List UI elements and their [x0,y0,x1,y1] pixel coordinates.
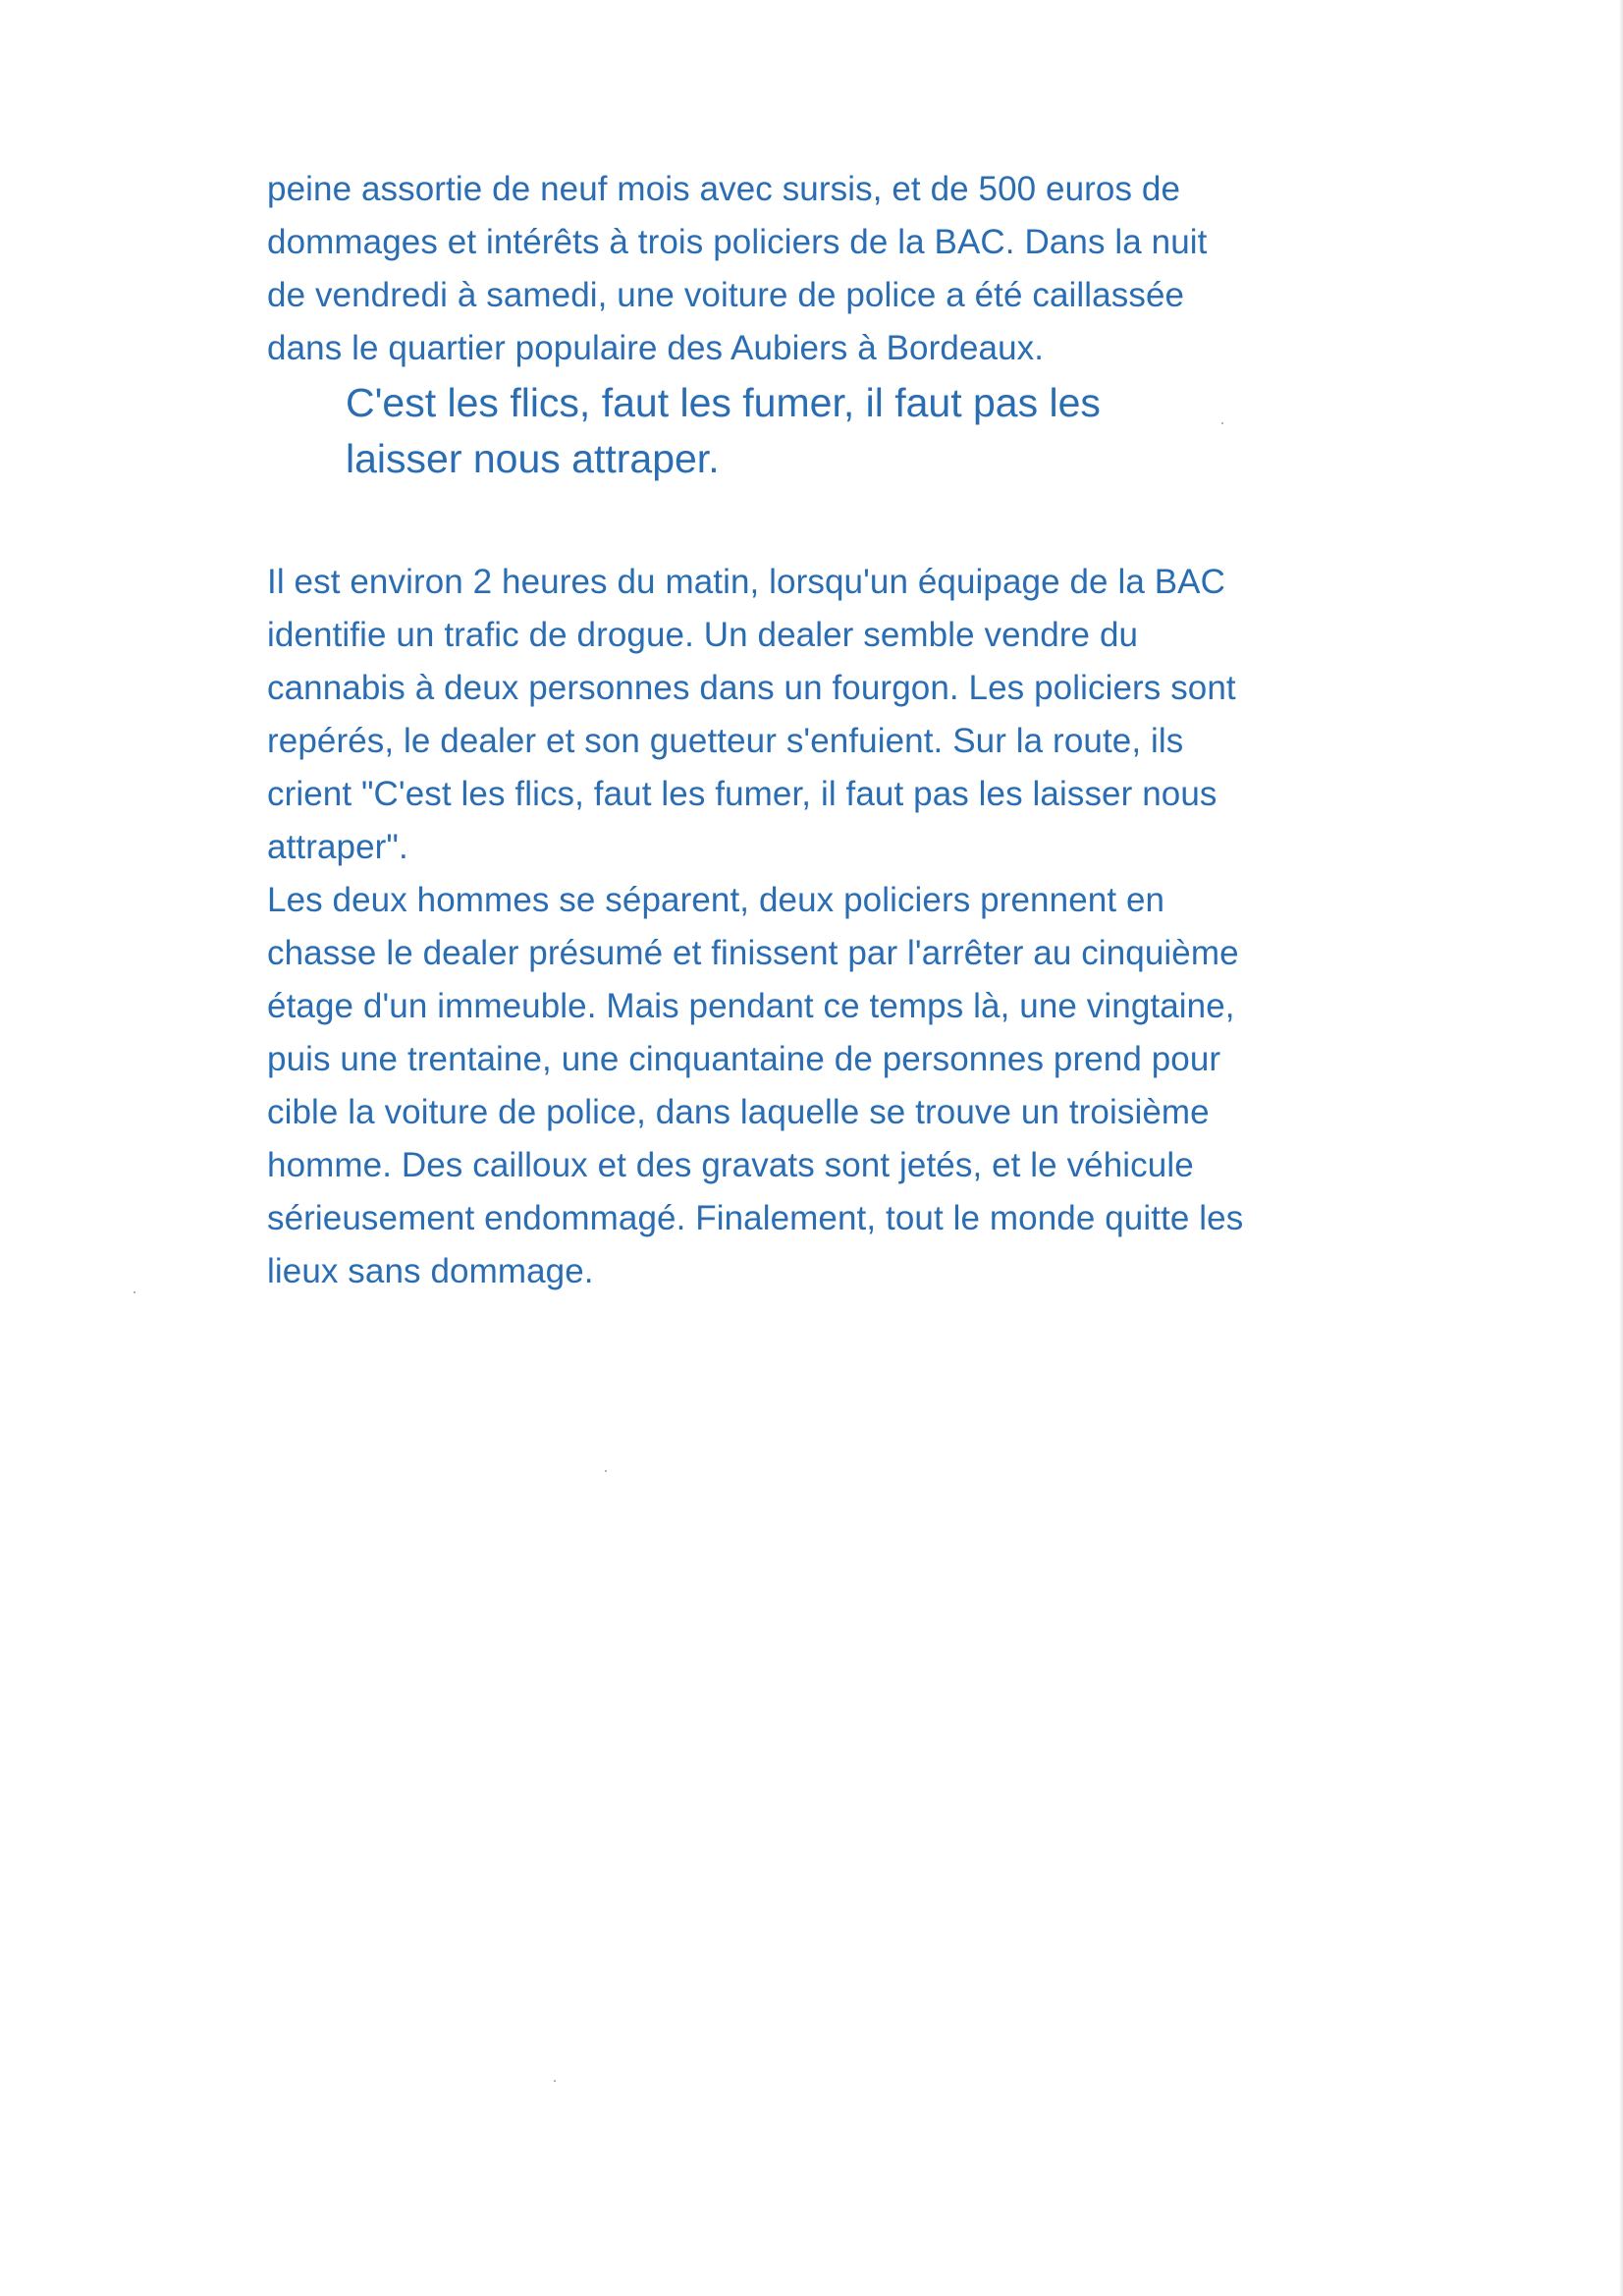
body-line: homme. Des cailloux et des gravats sont jetés, et le véhicule [267,1146,1194,1184]
body-paragraph [267,556,1327,1298]
intro-paragraph [267,163,1327,375]
body-line: attraper". [267,828,408,866]
quote-line: laisser nous attraper. [346,436,720,481]
intro-line: de vendredi à samedi, une voiture de police a été caillassée [267,276,1185,314]
quote-block [346,375,1327,487]
body-line: étage d'un immeuble. Mais pendant ce temps là, une vingtaine, [267,987,1235,1025]
body-line: identifie un trafic de drogue. Un dealer semble vendre du [267,616,1139,654]
intro-line: dommages et intérêts à trois policiers de la BAC. Dans la nuit [267,223,1208,261]
body-line: cannabis à deux personnes dans un fourgon. Les policiers sont [267,669,1236,707]
body-line: Les deux hommes se séparent, deux policiers prennent en [267,881,1165,919]
scan-speck [1221,422,1223,424]
intro-line: dans le quartier populaire des Aubiers à Bordeaux. [267,329,1045,367]
body-line: lieux sans dommage. [267,1252,594,1290]
scan-speck [554,2080,556,2082]
spacer [267,487,1327,556]
text-column [267,163,1327,1298]
scan-speck [134,1291,135,1293]
body-line: Il est environ 2 heures du matin, lorsqu'un équipage de la BAC [267,563,1225,601]
body-line: repérés, le dealer et son guetteur s'enfuient. Sur la route, ils [267,722,1184,760]
scan-speck [605,1470,607,1472]
body-line: cible la voiture de police, dans laquelle se trouve un troisième [267,1093,1210,1131]
body-line: crient "C'est les flics, faut les fumer, il faut pas les laisser nous [267,775,1217,813]
body-line: sérieusement endommagé. Finalement, tout le monde quitte les [267,1199,1244,1237]
quote-line: C'est les flics, faut les fumer, il faut pas les [346,380,1101,425]
intro-line: peine assortie de neuf mois avec sursis, et de 500 euros de [267,170,1181,208]
body-line: chasse le dealer présumé et finissent par l'arrêter au cinquième [267,934,1239,972]
body-line: puis une trentaine, une cinquantaine de personnes prend pour [267,1040,1221,1078]
